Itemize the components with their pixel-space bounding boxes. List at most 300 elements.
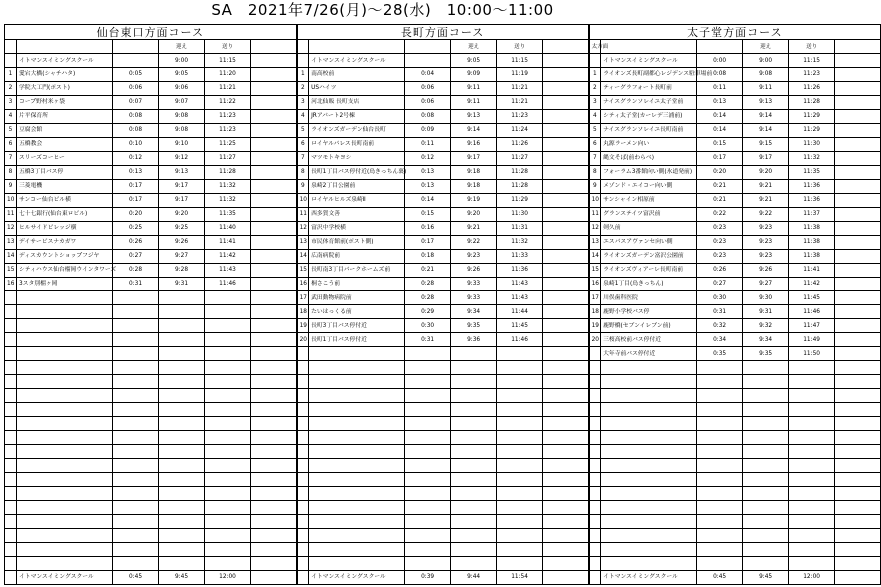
stop-arrive: 9:23 — [743, 249, 789, 263]
empty-cell — [113, 431, 159, 445]
empty-cell — [113, 319, 159, 333]
empty-cell — [17, 542, 113, 556]
stop-offset: 0:11 — [405, 137, 451, 151]
stop-name: メゾンド・エイコー向い側 — [601, 179, 697, 193]
stop-offset: 0:17 — [113, 193, 159, 207]
stop-number: 12 — [589, 221, 601, 235]
empty-cell — [205, 501, 251, 515]
empty-cell — [405, 403, 451, 417]
header-blank — [835, 40, 881, 54]
stop-depart: 11:28 — [205, 165, 251, 179]
empty-cell — [789, 375, 835, 389]
stop-depart: 11:42 — [205, 249, 251, 263]
empty-cell — [601, 403, 697, 417]
spacer — [543, 333, 589, 347]
empty-cell — [309, 514, 405, 528]
stop-number: 15 — [589, 263, 601, 277]
table-row — [5, 151, 881, 165]
stop-number: 4 — [297, 109, 309, 123]
stop-arrive: 9:16 — [451, 137, 497, 151]
stop-arrive: 9:14 — [743, 109, 789, 123]
empty-cell — [5, 459, 17, 473]
empty-cell — [17, 389, 113, 403]
empty-cell — [309, 542, 405, 556]
stop-offset: 0:31 — [697, 305, 743, 319]
table-row — [5, 403, 881, 417]
stop-number: 20 — [297, 333, 309, 347]
empty-cell — [205, 514, 251, 528]
start-arrive: 9:00 — [743, 54, 789, 68]
stop-name: ライオンズ長町副都心レジデンス駐車場前 — [601, 67, 697, 81]
spacer — [251, 179, 297, 193]
empty-cell — [789, 361, 835, 375]
empty-cell — [601, 514, 697, 528]
empty-cell — [159, 403, 205, 417]
spacer — [835, 333, 881, 347]
empty-cell — [405, 389, 451, 403]
stop-name: 3スタ別榴ヶ岡 — [17, 277, 113, 291]
stop-arrive: 9:21 — [451, 221, 497, 235]
table-row — [5, 514, 881, 528]
empty-cell — [159, 305, 205, 319]
stop-name: 豆腐会館 — [17, 123, 113, 137]
spacer — [543, 263, 589, 277]
empty-cell — [743, 556, 789, 570]
empty-cell — [17, 514, 113, 528]
empty-cell — [743, 514, 789, 528]
empty-cell — [17, 473, 113, 487]
empty-cell — [743, 445, 789, 459]
stop-arrive: 9:23 — [451, 249, 497, 263]
stop-number: 4 — [589, 109, 601, 123]
empty-cell — [451, 556, 497, 570]
stop-name: 縄文そば(前わらべ) — [601, 151, 697, 165]
empty-cell — [17, 501, 113, 515]
empty-cell — [159, 333, 205, 347]
start-stop-name: イトマンスイミングスクール — [17, 54, 113, 68]
empty-cell — [113, 375, 159, 389]
stop-number: 17 — [297, 291, 309, 305]
empty-cell — [309, 417, 405, 431]
empty-cell — [405, 361, 451, 375]
empty-cell — [451, 487, 497, 501]
stop-name: ティーグラフォート長町前 — [601, 81, 697, 95]
stop-arrive: 9:30 — [743, 291, 789, 305]
empty-cell — [543, 556, 589, 570]
stop-name: 川俣歯科医院 — [601, 291, 697, 305]
empty-cell — [297, 417, 309, 431]
empty-cell — [17, 347, 113, 361]
empty-cell — [309, 487, 405, 501]
empty-cell — [251, 487, 297, 501]
stop-offset: 0:14 — [405, 193, 451, 207]
spacer — [251, 570, 297, 584]
empty-cell — [297, 542, 309, 556]
stop-arrive: 9:13 — [743, 95, 789, 109]
stop-arrive: 9:13 — [451, 109, 497, 123]
stop-offset: 0:30 — [697, 291, 743, 305]
stop-number: 20 — [589, 333, 601, 347]
empty-cell — [113, 291, 159, 305]
table-row — [5, 528, 881, 542]
empty-cell — [205, 375, 251, 389]
empty-cell — [589, 417, 601, 431]
stop-name: 長町南3丁目パークホームズ前 — [309, 263, 405, 277]
stop-name: ヒルサイドビレッジ横 — [17, 221, 113, 235]
empty-cell — [5, 333, 17, 347]
empty-cell — [497, 473, 543, 487]
stop-number: 10 — [5, 193, 17, 207]
stop-number: 18 — [589, 305, 601, 319]
empty-cell — [113, 305, 159, 319]
empty-cell — [789, 514, 835, 528]
stop-depart: 11:27 — [205, 151, 251, 165]
stop-name: 長町1丁目バス停付近 — [309, 333, 405, 347]
stop-offset: 0:13 — [113, 165, 159, 179]
stop-depart: 11:29 — [497, 193, 543, 207]
end-offset: 0:45 — [113, 570, 159, 584]
empty-cell — [405, 542, 451, 556]
empty-cell — [697, 556, 743, 570]
empty-cell — [159, 389, 205, 403]
stop-number: 11 — [5, 207, 17, 221]
spacer — [835, 95, 881, 109]
empty-cell — [17, 375, 113, 389]
stop-depart: 11:28 — [497, 165, 543, 179]
stop-number: 2 — [589, 81, 601, 95]
empty-cell — [297, 459, 309, 473]
stop-offset: 0:11 — [697, 81, 743, 95]
stop-arrive: 9:33 — [451, 277, 497, 291]
empty-cell — [697, 445, 743, 459]
stop-arrive: 9:10 — [159, 137, 205, 151]
empty-cell — [743, 501, 789, 515]
empty-cell — [601, 556, 697, 570]
empty-cell — [251, 542, 297, 556]
table-row — [5, 431, 881, 445]
empty-cell — [251, 305, 297, 319]
stop-name: USハイツ — [309, 81, 405, 95]
empty-cell — [835, 431, 881, 445]
empty-cell — [405, 514, 451, 528]
table-row — [5, 221, 881, 235]
stop-depart: 11:47 — [789, 319, 835, 333]
stop-depart: 11:23 — [789, 67, 835, 81]
empty-cell — [159, 417, 205, 431]
spacer — [251, 235, 297, 249]
empty-cell — [589, 542, 601, 556]
empty-cell — [497, 542, 543, 556]
stop-name: サンシャイン相原前 — [601, 193, 697, 207]
stop-depart: 11:44 — [497, 305, 543, 319]
end-offset: 0:45 — [697, 570, 743, 584]
stop-offset: 0:23 — [697, 249, 743, 263]
spacer — [251, 109, 297, 123]
empty-cell — [251, 417, 297, 431]
empty-cell — [205, 417, 251, 431]
stop-depart: 11:32 — [789, 151, 835, 165]
table-row — [5, 417, 881, 431]
stop-arrive: 9:17 — [451, 151, 497, 165]
stop-name: シティハウス仙台榴岡ウインタワーズ — [17, 263, 113, 277]
stop-name: 長町3丁目バス停付近 — [309, 319, 405, 333]
stop-arrive: 9:20 — [451, 207, 497, 221]
empty-cell — [297, 556, 309, 570]
stop-offset: 0:27 — [113, 249, 159, 263]
end-offset: 0:39 — [405, 570, 451, 584]
stop-name: ライオンズガーデン富沢公園前 — [601, 249, 697, 263]
stop-name: 剣久前 — [601, 221, 697, 235]
empty-cell — [789, 542, 835, 556]
table-row — [5, 445, 881, 459]
header-blank — [17, 40, 113, 54]
stop-offset: 0:13 — [697, 95, 743, 109]
stop-depart: 11:35 — [205, 207, 251, 221]
empty-cell — [543, 459, 589, 473]
stop-name: 南高校前 — [309, 67, 405, 81]
arrive-header: 迎え — [159, 40, 205, 54]
stop-number: 3 — [589, 95, 601, 109]
stop-arrive: 9:14 — [451, 123, 497, 137]
spacer — [835, 193, 881, 207]
empty-cell — [543, 445, 589, 459]
empty-cell — [5, 375, 17, 389]
empty-cell — [835, 501, 881, 515]
empty-cell — [589, 431, 601, 445]
spacer — [251, 151, 297, 165]
spacer — [835, 235, 881, 249]
table-row — [5, 277, 881, 291]
empty-cell — [297, 431, 309, 445]
spacer — [835, 263, 881, 277]
stop-number: 19 — [589, 319, 601, 333]
stop-arrive: 9:35 — [451, 319, 497, 333]
empty-cell — [789, 501, 835, 515]
stop-offset: 0:08 — [697, 67, 743, 81]
empty-cell — [497, 389, 543, 403]
stop-number: 16 — [297, 277, 309, 291]
empty-cell — [205, 319, 251, 333]
empty-cell — [601, 487, 697, 501]
empty-cell — [497, 487, 543, 501]
stop-depart: 11:36 — [497, 263, 543, 277]
stop-number: 14 — [297, 249, 309, 263]
stop-number: 10 — [589, 193, 601, 207]
stop-name: 泉崎2丁目公園前 — [309, 179, 405, 193]
stop-number: 10 — [297, 193, 309, 207]
stop-name: ライオンズガーデン仙台長町 — [309, 123, 405, 137]
table-row — [5, 473, 881, 487]
stop-number: 12 — [5, 221, 17, 235]
empty-cell — [697, 528, 743, 542]
empty-cell — [405, 501, 451, 515]
table-row — [5, 81, 881, 95]
spacer — [251, 137, 297, 151]
empty-cell — [543, 431, 589, 445]
empty-cell — [5, 473, 17, 487]
header-blank — [601, 40, 697, 54]
empty-cell — [309, 445, 405, 459]
depart-header: 送り — [205, 40, 251, 54]
empty-cell — [17, 333, 113, 347]
stop-arrive: 9:19 — [451, 193, 497, 207]
empty-cell — [297, 473, 309, 487]
stop-number: 2 — [5, 81, 17, 95]
stop-depart: 11:22 — [205, 95, 251, 109]
stop-name: 学院大工門(ポスト) — [17, 81, 113, 95]
empty-cell — [113, 528, 159, 542]
empty-cell — [5, 542, 17, 556]
stop-number: 9 — [5, 179, 17, 193]
arrive-header: 迎え — [743, 40, 789, 54]
spacer — [543, 221, 589, 235]
empty-cell — [251, 514, 297, 528]
stop-name: マツモトキヨシ — [309, 151, 405, 165]
stop-number: 5 — [5, 123, 17, 137]
table-row — [5, 556, 881, 570]
stop-depart: 11:50 — [789, 347, 835, 361]
table-row — [5, 305, 881, 319]
end-arrive: 9:44 — [451, 570, 497, 584]
stop-number: 8 — [297, 165, 309, 179]
stop-offset: 0:31 — [113, 277, 159, 291]
stop-offset: 0:08 — [113, 109, 159, 123]
spacer — [251, 67, 297, 81]
spacer — [251, 165, 297, 179]
stop-arrive: 9:15 — [743, 137, 789, 151]
stop-arrive: 9:17 — [159, 193, 205, 207]
start-offset: 0:00 — [697, 54, 743, 68]
spacer — [835, 137, 881, 151]
stop-arrive: 9:26 — [743, 263, 789, 277]
spacer — [835, 291, 881, 305]
stop-offset: 0:26 — [697, 263, 743, 277]
stop-offset: 0:34 — [697, 333, 743, 347]
stop-depart: 11:46 — [789, 305, 835, 319]
start-arrive: 9:00 — [159, 54, 205, 68]
spacer — [835, 570, 881, 584]
stop-offset: 0:21 — [697, 179, 743, 193]
empty-cell — [405, 528, 451, 542]
empty-cell — [5, 431, 17, 445]
start-offset — [405, 54, 451, 68]
table-row — [5, 375, 881, 389]
empty-cell — [17, 459, 113, 473]
stop-number: 7 — [5, 151, 17, 165]
stop-depart: 11:30 — [497, 207, 543, 221]
spacer — [835, 221, 881, 235]
stop-depart: 11:43 — [205, 263, 251, 277]
stop-depart: 11:40 — [205, 221, 251, 235]
stop-depart: 11:21 — [497, 95, 543, 109]
empty-cell — [543, 417, 589, 431]
stop-depart: 11:25 — [205, 137, 251, 151]
stop-depart: 11:45 — [497, 319, 543, 333]
empty-cell — [17, 319, 113, 333]
stop-number: 1 — [589, 67, 601, 81]
empty-cell — [297, 389, 309, 403]
page-title: SA 2021年7/26(月)～28(水) 10:00～11:00 — [211, 1, 554, 19]
course-title: 仙台東口方面コース — [5, 25, 297, 40]
empty-cell — [159, 528, 205, 542]
empty-cell — [297, 361, 309, 375]
bus-schedule-table — [4, 24, 881, 585]
stop-arrive: 9:26 — [159, 235, 205, 249]
stop-arrive: 9:08 — [159, 123, 205, 137]
empty-cell — [835, 459, 881, 473]
spacer — [543, 291, 589, 305]
spacer — [543, 165, 589, 179]
table-row — [5, 389, 881, 403]
spacer — [251, 123, 297, 137]
header-blank — [113, 40, 159, 54]
start-depart: 11:15 — [497, 54, 543, 68]
empty-cell — [697, 403, 743, 417]
empty-cell — [451, 347, 497, 361]
stop-offset: 0:04 — [405, 67, 451, 81]
stop-name: 泉崎1丁目(鳥きっちん) — [601, 277, 697, 291]
end-depart: 12:00 — [205, 570, 251, 584]
empty-cell — [835, 403, 881, 417]
empty-cell — [835, 528, 881, 542]
stop-offset: 0:10 — [113, 137, 159, 151]
stop-number: 9 — [589, 179, 601, 193]
empty-cell — [113, 556, 159, 570]
stop-arrive: 9:09 — [451, 67, 497, 81]
header-blank — [405, 40, 451, 54]
stop-arrive: 9:27 — [159, 249, 205, 263]
empty-cell — [159, 514, 205, 528]
stop-number: 5 — [589, 123, 601, 137]
empty-cell — [251, 473, 297, 487]
empty-cell — [543, 514, 589, 528]
empty-cell — [205, 389, 251, 403]
stop-offset: 0:27 — [697, 277, 743, 291]
spacer — [543, 109, 589, 123]
stop-depart: 11:20 — [205, 67, 251, 81]
stop-depart: 11:43 — [497, 291, 543, 305]
spacer — [251, 221, 297, 235]
table-row — [5, 109, 881, 123]
empty-cell — [589, 473, 601, 487]
empty-cell — [309, 361, 405, 375]
empty-cell — [589, 501, 601, 515]
empty-cell — [113, 347, 159, 361]
empty-cell — [205, 291, 251, 305]
table-row — [5, 207, 881, 221]
stop-arrive: 9:34 — [451, 305, 497, 319]
empty-cell — [251, 431, 297, 445]
stop-depart: 11:42 — [789, 277, 835, 291]
empty-cell — [251, 319, 297, 333]
stop-depart: 11:23 — [205, 123, 251, 137]
empty-cell — [113, 389, 159, 403]
stop-offset: 0:20 — [113, 207, 159, 221]
stop-arrive: 9:21 — [743, 193, 789, 207]
empty-cell — [17, 487, 113, 501]
spacer — [835, 109, 881, 123]
stop-offset: 0:32 — [697, 319, 743, 333]
empty-cell — [601, 473, 697, 487]
empty-cell — [601, 528, 697, 542]
empty-cell — [601, 431, 697, 445]
empty-cell — [589, 445, 601, 459]
stop-depart: 11:38 — [789, 235, 835, 249]
empty-cell — [159, 291, 205, 305]
empty-cell — [405, 487, 451, 501]
empty-cell — [601, 417, 697, 431]
stop-offset: 0:35 — [697, 347, 743, 361]
